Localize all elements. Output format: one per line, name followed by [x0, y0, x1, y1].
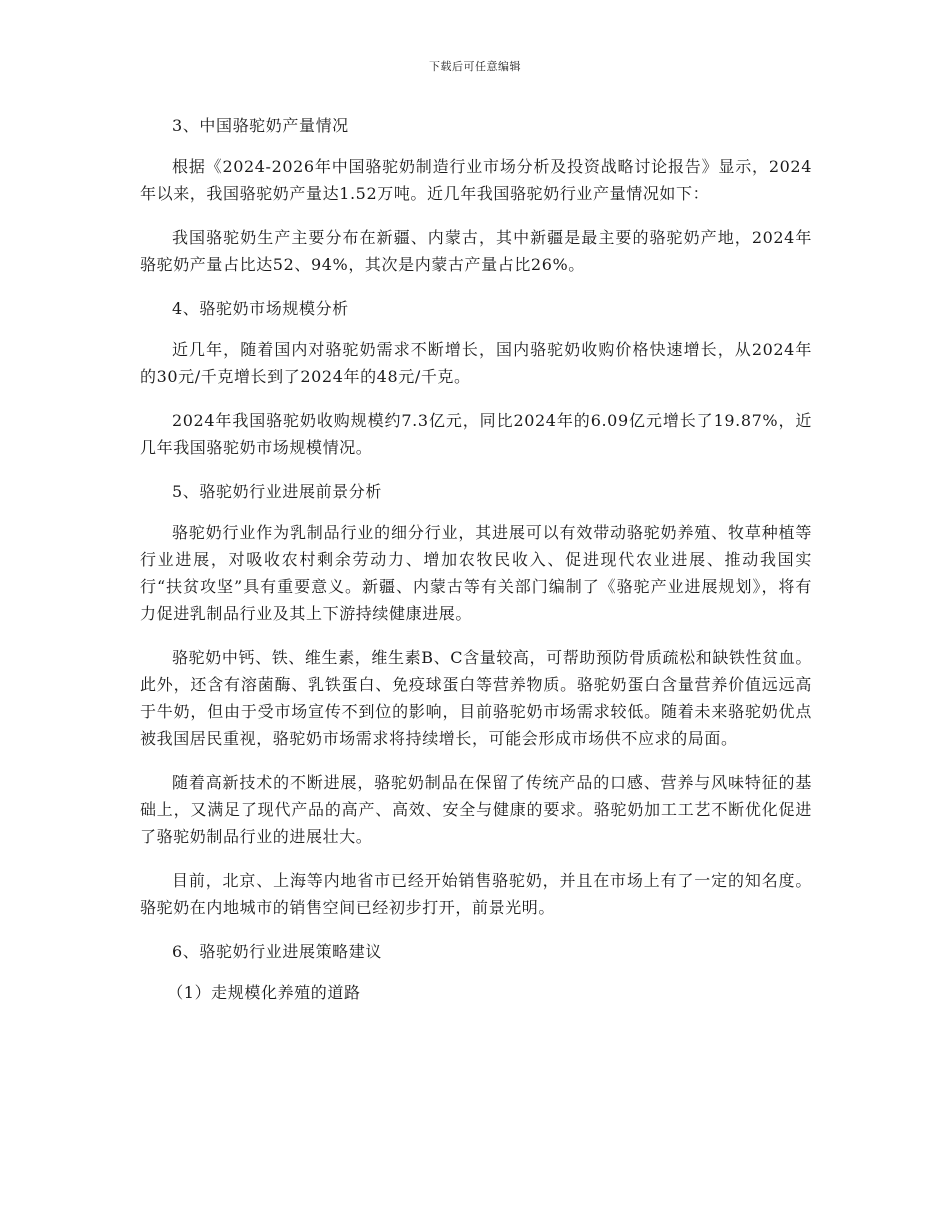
paragraph-production-distribution: 我国骆驼奶生产主要分布在新疆、内蒙古，其中新疆是最主要的骆驼奶产地，2024年骆驼奶产量占比达52、94%，其次是内蒙古产量占比26%。 [140, 228, 812, 274]
paragraph-nutrition: 骆驼奶中钙、铁、维生素，维生素B、C含量较高，可帮助预防骨质疏松和缺铁性贫血。此外，还含有溶菌酶、乳铁蛋白、免疫球蛋白等营养物质。骆驼奶蛋白含量营养价值远远高于牛奶，但由于受市场宣传不到位的影响，目前骆驼奶市场需求较低。随着未来骆驼奶优点被我国居民重视，骆驼奶市场需求将持续增长，可能会形成市场供不应求的局面。 [140, 648, 812, 748]
paragraph-industry-role: 骆驼奶行业作为乳制品行业的细分行业，其进展可以有效带动骆驼奶养殖、牧草种植等行业进展，对吸收农村剩余劳动力、增加农牧民收入、促进现代农业进展、推动我国实行“扶贫攻坚”具有重要意义。新疆、内蒙古等有关部门编制了《骆驼产业进展规划》，将有力促进乳制品行业及其上下游持续健康进展。 [140, 523, 812, 623]
section-heading-prospects: 5、骆驼奶行业进展前景分析 [172, 482, 382, 501]
section-heading-strategy: 6、骆驼奶行业进展策略建议 [172, 942, 382, 961]
page-header: 下载后可任意编辑 [429, 60, 521, 73]
section-heading-market-size: 4、骆驼奶市场规模分析 [172, 299, 349, 318]
paragraph-technology: 随着高新技术的不断进展，骆驼奶制品在保留了传统产品的口感、营养与风味特征的基础上，又满足了现代产品的高产、高效、安全与健康的要求。骆驼奶加工工艺不断优化促进了骆驼奶制品行业的进展壮大。 [140, 773, 812, 846]
paragraph-price-growth: 近几年，随着国内对骆驼奶需求不断增长，国内骆驼奶收购价格快速增长，从2024年的30元/千克增长到了2024年的48元/千克。 [140, 340, 812, 386]
paragraph-inland-sales: 目前，北京、上海等内地省市已经开始销售骆驼奶，并且在市场上有了一定的知名度。骆驼奶在内地城市的销售空间已经初步打开，前景光明。 [140, 871, 812, 917]
subheading-scale-farming: （1）走规模化养殖的道路 [167, 983, 361, 1002]
paragraph-production-report: 根据《2024-2026年中国骆驼奶制造行业市场分析及投资战略讨论报告》显示，2024年以来，我国骆驼奶产量达1.52万吨。近几年我国骆驼奶行业产量情况如下： [140, 157, 812, 203]
section-heading-production: 3、中国骆驼奶产量情况 [172, 116, 349, 135]
paragraph-purchase-scale: 2024年我国骆驼奶收购规模约7.3亿元，同比2024年的6.09亿元增长了19.87%，近几年我国骆驼奶市场规模情况。 [140, 411, 812, 457]
document-body [140, 112, 812, 1023]
